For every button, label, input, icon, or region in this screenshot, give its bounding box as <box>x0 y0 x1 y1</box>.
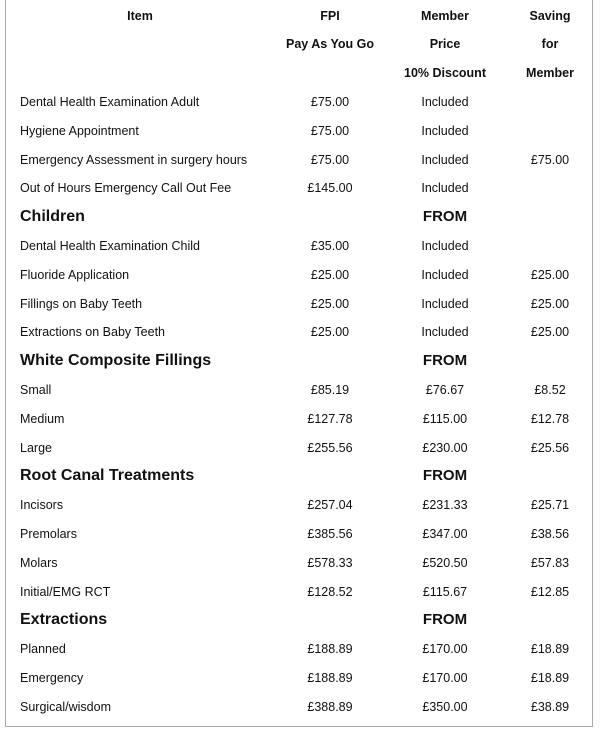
item-cell: Emergency Assessment in surgery hours <box>20 152 248 167</box>
fpi-cell: £257.04 <box>307 498 353 513</box>
member-cell: Included <box>421 123 469 138</box>
item-cell: Dental Health Examination Adult <box>20 95 200 109</box>
table-row <box>0 174 600 203</box>
fpi-cell: £75.00 <box>310 95 350 109</box>
item-cell: Extractions <box>20 611 108 629</box>
header-fpi-cell: FPI <box>320 8 340 23</box>
table-row <box>0 405 600 434</box>
table-row <box>0 520 600 549</box>
table-row <box>0 232 600 261</box>
item-cell: Incisors <box>20 498 64 513</box>
fpi-cell: £385.56 <box>307 527 353 541</box>
item-cell: Fillings on Baby Teeth <box>20 296 143 311</box>
fpi-cell: £388.89 <box>307 699 353 714</box>
saving-cell: £25.00 <box>530 296 570 311</box>
table-row <box>0 549 600 578</box>
member-cell: Included <box>421 325 469 340</box>
table-row <box>0 146 600 175</box>
item-cell: Premolars <box>20 527 77 541</box>
member-cell: Included <box>421 152 469 167</box>
header-saving-cell: Member <box>526 66 574 81</box>
item-cell: Out of Hours Emergency Call Out Fee <box>20 181 232 196</box>
header-item-cell: Item <box>127 8 153 23</box>
table-row <box>0 117 600 146</box>
member-cell: FROM <box>422 611 468 629</box>
fpi-cell: £128.52 <box>307 584 353 599</box>
member-cell: £347.00 <box>422 527 468 541</box>
member-cell: £350.00 <box>422 699 468 714</box>
table-row <box>0 578 600 607</box>
table-row <box>0 693 600 722</box>
member-cell: Included <box>421 296 469 311</box>
item-cell: Hygiene Appointment <box>20 123 139 138</box>
item-cell: Molars <box>20 555 58 570</box>
table-row <box>0 635 600 664</box>
member-cell: FROM <box>422 208 468 226</box>
table-row <box>0 88 600 117</box>
table-row <box>0 434 600 463</box>
table-row <box>0 376 600 405</box>
item-cell: Extractions on Baby Teeth <box>20 325 165 340</box>
header-member-cell: Price <box>429 37 461 52</box>
member-cell: £231.33 <box>422 498 468 513</box>
fpi-cell: £255.56 <box>307 440 353 455</box>
saving-cell: £25.00 <box>530 325 570 340</box>
fpi-cell: £25.00 <box>310 325 350 340</box>
fpi-cell: £25.00 <box>310 296 350 311</box>
item-cell: Medium <box>20 411 65 426</box>
member-cell: Included <box>421 267 469 282</box>
fpi-cell: £35.00 <box>310 239 350 253</box>
section-header-row <box>0 203 600 232</box>
saving-cell: £38.89 <box>530 699 570 714</box>
table-header-row <box>0 59 600 88</box>
member-cell: Included <box>421 181 469 196</box>
item-cell: Large <box>20 440 52 455</box>
table-header-row <box>0 30 600 59</box>
saving-cell: £57.83 <box>530 555 570 570</box>
member-cell: £230.00 <box>422 440 468 455</box>
header-fpi-cell: Pay As You Go <box>286 37 374 52</box>
saving-cell: £25.56 <box>530 440 570 455</box>
item-cell: White Composite Fillings <box>20 352 212 370</box>
fpi-cell: £75.00 <box>310 152 350 167</box>
saving-cell: £18.89 <box>530 671 570 685</box>
fpi-cell: £188.89 <box>307 671 353 685</box>
item-cell: Emergency <box>20 671 84 685</box>
section-header-row <box>0 606 600 635</box>
fpi-cell: £75.00 <box>310 123 350 138</box>
member-cell: £520.50 <box>422 555 468 570</box>
saving-cell: £8.52 <box>534 383 566 397</box>
member-cell: Included <box>421 239 469 253</box>
member-cell: £170.00 <box>422 671 468 685</box>
table-row <box>0 290 600 319</box>
item-cell: Planned <box>20 642 66 657</box>
fpi-cell: £127.78 <box>307 411 353 426</box>
saving-cell: £75.00 <box>530 152 570 167</box>
saving-cell: £18.89 <box>530 642 570 657</box>
saving-cell: £12.78 <box>530 411 570 426</box>
saving-cell: £25.71 <box>530 498 570 513</box>
fpi-cell: £578.33 <box>307 555 353 570</box>
section-header-row <box>0 462 600 491</box>
fpi-cell: £85.19 <box>310 383 350 397</box>
saving-cell: £38.56 <box>530 527 570 541</box>
member-cell: FROM <box>422 352 468 370</box>
item-cell: Surgical/wisdom <box>20 699 112 714</box>
fpi-cell: £188.89 <box>307 642 353 657</box>
member-cell: £170.00 <box>422 642 468 657</box>
item-cell: Fluoride Application <box>20 267 130 282</box>
member-cell: FROM <box>422 467 468 485</box>
saving-cell: £25.00 <box>530 267 570 282</box>
table-row <box>0 664 600 693</box>
table-header-row <box>0 2 600 31</box>
table-row <box>0 261 600 290</box>
member-cell: Included <box>421 95 469 109</box>
saving-cell: £12.85 <box>530 584 570 599</box>
header-member-cell: 10% Discount <box>404 66 486 81</box>
member-cell: £115.67 <box>422 584 468 599</box>
section-header-row <box>0 347 600 376</box>
table-row <box>0 318 600 347</box>
item-cell: Dental Health Examination Child <box>20 239 200 253</box>
item-cell: Small <box>20 383 52 397</box>
header-saving-cell: Saving <box>529 8 571 23</box>
header-member-cell: Member <box>421 8 469 23</box>
item-cell: Children <box>20 208 85 226</box>
item-cell: Root Canal Treatments <box>20 467 195 485</box>
member-cell: £76.67 <box>425 383 465 397</box>
fpi-cell: £25.00 <box>310 267 350 282</box>
header-saving-cell: for <box>541 37 559 52</box>
table-row <box>0 491 600 520</box>
fpi-cell: £145.00 <box>307 181 353 196</box>
member-cell: £115.00 <box>422 411 468 426</box>
item-cell: Initial/EMG RCT <box>20 584 111 599</box>
